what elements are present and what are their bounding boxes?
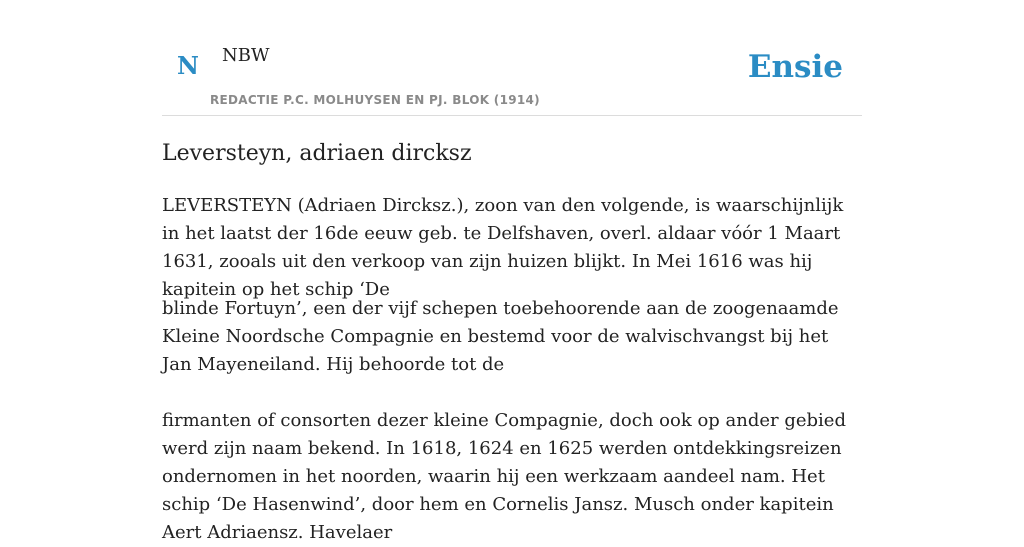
article-paragraph: firmanten of consorten dezer kleine Compagnie, doch ook op ander gebied werd zijn naam bekend. In 1618, 1624 en 1625 werden ontdekkingsreizen ondernomen in het noorden, waarin hij een werkzaam aandeel nam. Het schip ‘De Hasenwind’, door hem en Cornelis Jansz. Musch onder kapitein Aert Adriaensz. Havelaer xyxy=(162,410,846,543)
article-title: Leversteyn, adriaen dircksz xyxy=(162,141,472,166)
source-logo[interactable]: N xyxy=(177,51,199,80)
article-paragraph: blinde Fortuyn’, een der vijf schepen toebehoorende aan de zoogenaamde Kleine Noordsche Compagnie en bestemd voor de walvischvangst bij het Jan Mayeneiland. Hij behoorde tot de xyxy=(162,298,839,375)
source-header xyxy=(162,0,862,116)
article-paragraph: LEVERSTEYN (Adriaen Dircksz.), zoon van den volgende, is waarschijnlijk in het laatst der 16de eeuw geb. te Delfshaven, overl. aldaar vóór 1 Maart 1631, zooals uit den verkoop van zijn huizen blijkt. In Mei 1616 was hij kapitein op het schip ‘De xyxy=(162,195,844,300)
source-name[interactable]: NBW xyxy=(222,45,270,66)
brand-logo[interactable]: Ensie xyxy=(747,49,843,85)
source-editors: REDACTIE P.C. MOLHUYSEN EN PJ. BLOK (1914) xyxy=(210,93,540,107)
